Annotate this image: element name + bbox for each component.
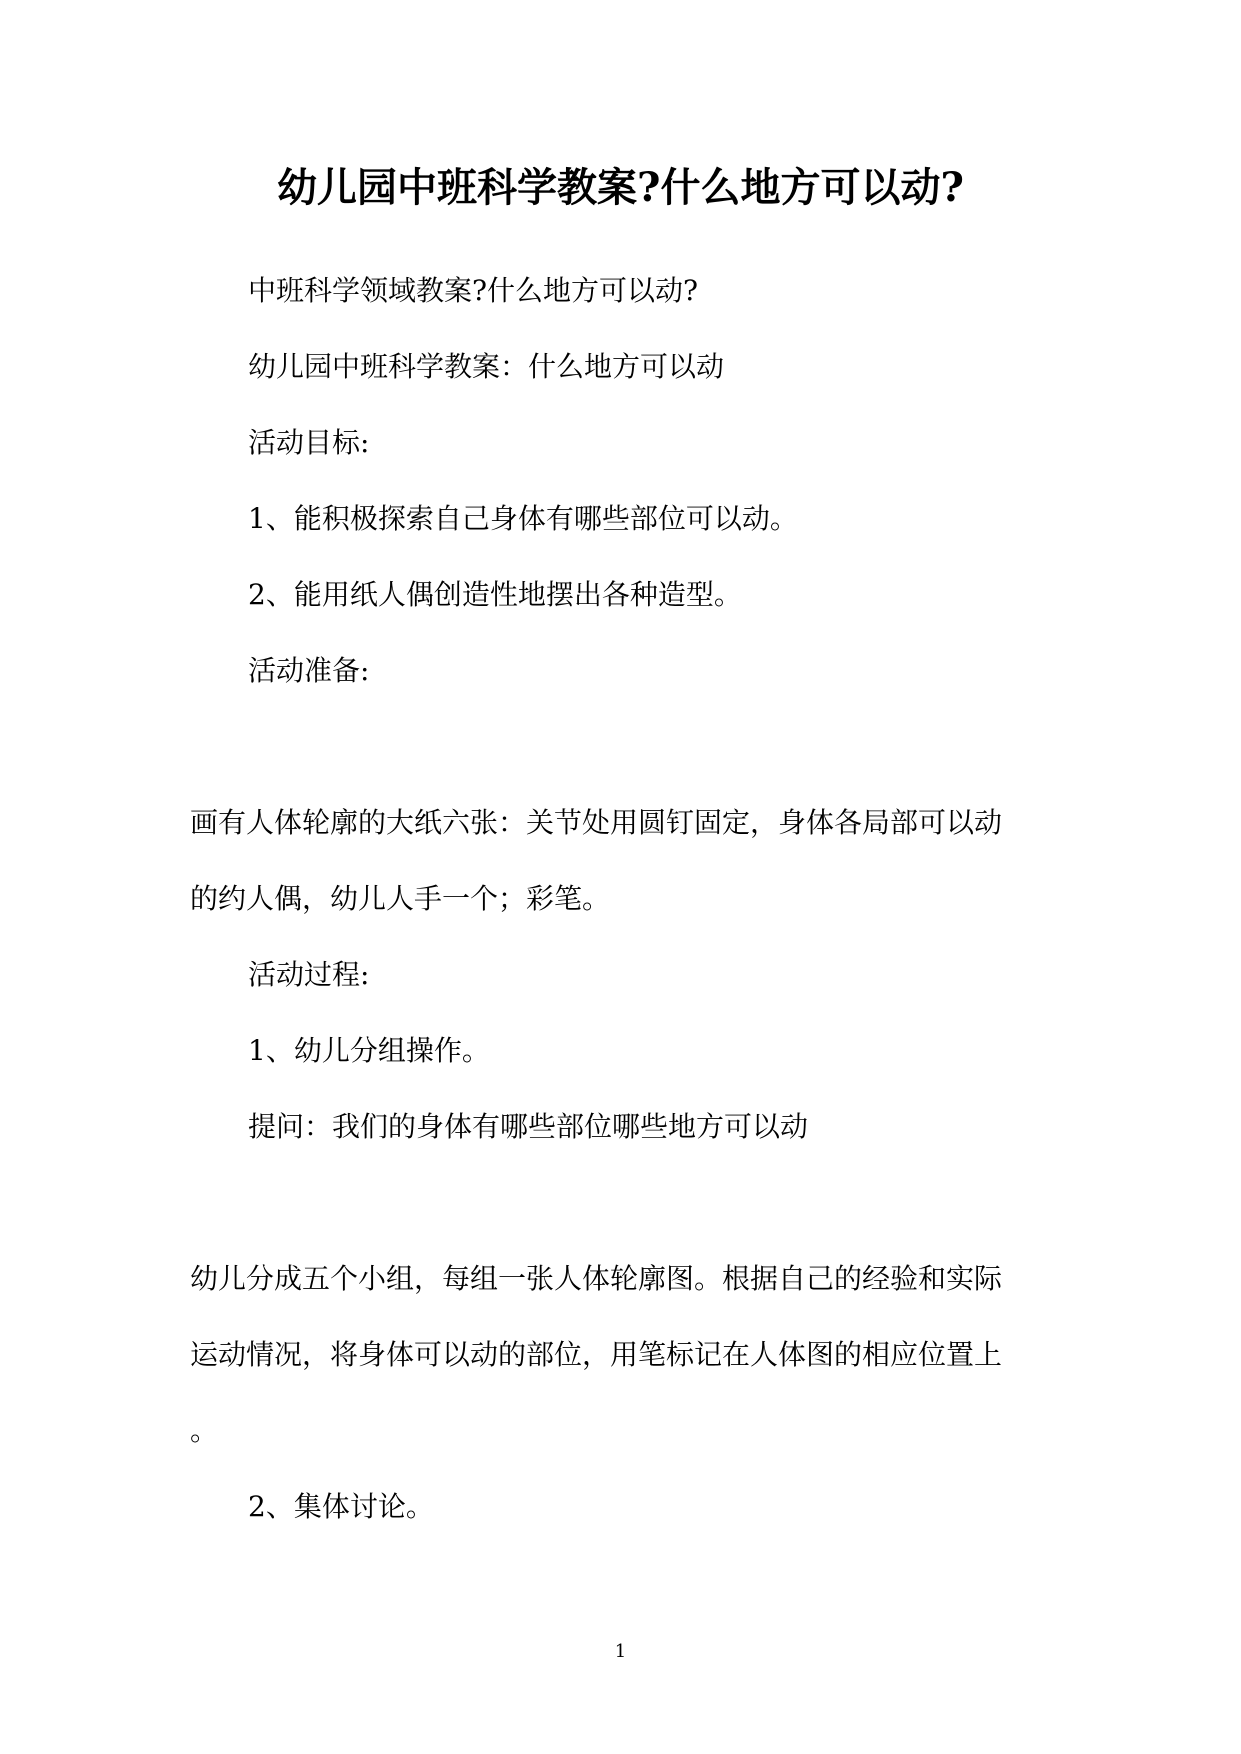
document-title: 幼儿园中班科学教案?什么地方可以动? (277, 164, 964, 211)
paragraph-line: 的约人偶，幼儿人手一个；彩笔。 (190, 882, 611, 915)
list-item: 1、能积极探索自己身体有哪些部位可以动。 (248, 502, 798, 535)
list-item: 1、幼儿分组操作。 (248, 1034, 490, 1067)
paragraph-line: 幼儿园中班科学教案：什么地方可以动 (248, 350, 725, 383)
page-number: 1 (614, 1641, 627, 1662)
list-item: 2、集体讨论。 (248, 1490, 434, 1523)
section-heading: 活动准备: (248, 654, 370, 687)
paragraph-line: 画有人体轮廓的大纸六张：关节处用圆钉固定，身体各局部可以动 (190, 806, 1003, 839)
paragraph-line: 幼儿分成五个小组，每组一张人体轮廓图。根据自己的经验和实际 (190, 1262, 1003, 1295)
paragraph-line: 提问：我们的身体有哪些部位哪些地方可以动 (248, 1110, 809, 1143)
list-item: 2、能用纸人偶创造性地摆出各种造型。 (248, 578, 742, 611)
paragraph-line: 中班科学领域教案?什么地方可以动? (248, 274, 699, 307)
section-heading: 活动目标: (248, 426, 370, 459)
paragraph-line: 。 (190, 1414, 219, 1447)
paragraph-line: 运动情况，将身体可以动的部位，用笔标记在人体图的相应位置上 (190, 1338, 1003, 1371)
section-heading: 活动过程: (248, 958, 370, 991)
